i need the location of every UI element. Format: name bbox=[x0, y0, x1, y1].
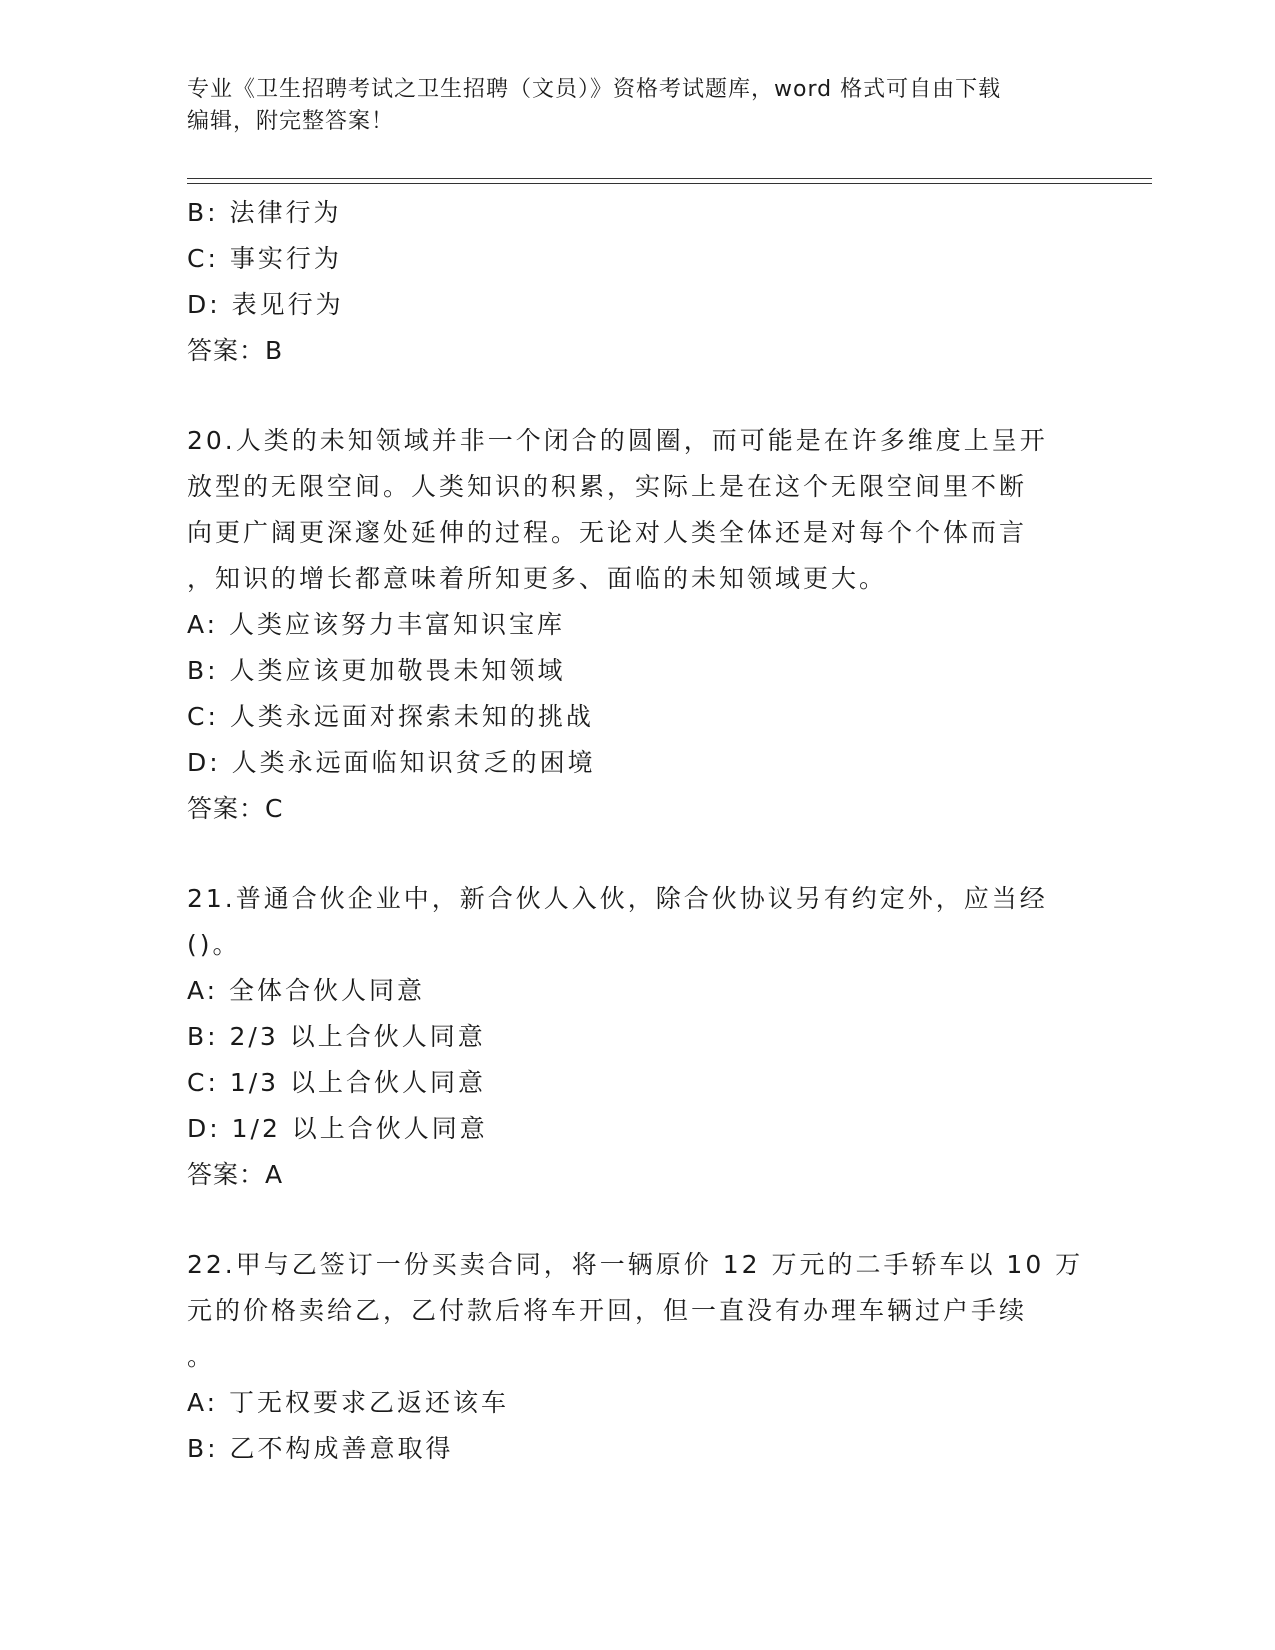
answer: 答案：C bbox=[187, 794, 284, 823]
header-line-2: 编辑，附完整答案！ bbox=[187, 109, 395, 134]
spacer bbox=[187, 832, 1107, 876]
option-b: B: 人类应该更加敬畏未知领域 bbox=[187, 656, 566, 685]
header-rule-top bbox=[187, 178, 1152, 179]
option-c: C: 1/3 以上合伙人同意 bbox=[187, 1068, 487, 1097]
question-stem-line: 元的价格卖给乙，乙付款后将车开回，但一直没有办理车辆过户手续 bbox=[187, 1296, 1028, 1325]
spacer bbox=[187, 1198, 1107, 1242]
option-a: A: 全体合伙人同意 bbox=[187, 976, 426, 1005]
option-c: C: 事实行为 bbox=[187, 244, 342, 273]
question-21 bbox=[187, 876, 1107, 1198]
question-stem-line: 20.人类的未知领域并非一个闭合的圆圈，而可能是在许多维度上呈开 bbox=[187, 426, 1048, 455]
question-19 bbox=[187, 190, 1107, 374]
option-c: C: 人类永远面对探索未知的挑战 bbox=[187, 702, 594, 731]
question-stem-line: 21.普通合伙企业中，新合伙人入伙，除合伙协议另有约定外，应当经 bbox=[187, 884, 1048, 913]
option-d: D: 1/2 以上合伙人同意 bbox=[187, 1114, 488, 1143]
question-20 bbox=[187, 418, 1107, 832]
document-header bbox=[187, 74, 1067, 138]
answer: 答案：A bbox=[187, 1160, 284, 1189]
question-stem-line: ()。 bbox=[187, 930, 241, 959]
question-stem-line: ，知识的增长都意味着所知更多、面临的未知领域更大。 bbox=[187, 564, 888, 593]
option-b: B: 法律行为 bbox=[187, 198, 342, 227]
option-b: B: 乙不构成善意取得 bbox=[187, 1434, 454, 1463]
spacer bbox=[187, 374, 1107, 418]
option-d: D: 人类永远面临知识贫乏的困境 bbox=[187, 748, 596, 777]
option-d: D: 表见行为 bbox=[187, 290, 344, 319]
question-stem-line: 向更广阔更深邃处延伸的过程。无论对人类全体还是对每个个体而言 bbox=[187, 518, 1028, 547]
question-stem-line: 放型的无限空间。人类知识的积累，实际上是在这个无限空间里不断 bbox=[187, 472, 1028, 501]
option-a: A: 丁无权要求乙返还该车 bbox=[187, 1388, 510, 1417]
header-line-1: 专业《卫生招聘考试之卫生招聘（文员）》资格考试题库，word 格式可自由下载 bbox=[187, 77, 1002, 102]
question-stem-line: 22.甲与乙签订一份买卖合同，将一辆原价 12 万元的二手轿车以 10 万 bbox=[187, 1250, 1084, 1279]
answer: 答案：B bbox=[187, 336, 284, 365]
question-22 bbox=[187, 1242, 1107, 1472]
question-list bbox=[187, 190, 1107, 1472]
option-a: A: 人类应该努力丰富知识宝库 bbox=[187, 610, 566, 639]
header-rule-bottom bbox=[187, 183, 1152, 184]
option-b: B: 2/3 以上合伙人同意 bbox=[187, 1022, 486, 1051]
question-stem-line: 。 bbox=[187, 1342, 216, 1371]
